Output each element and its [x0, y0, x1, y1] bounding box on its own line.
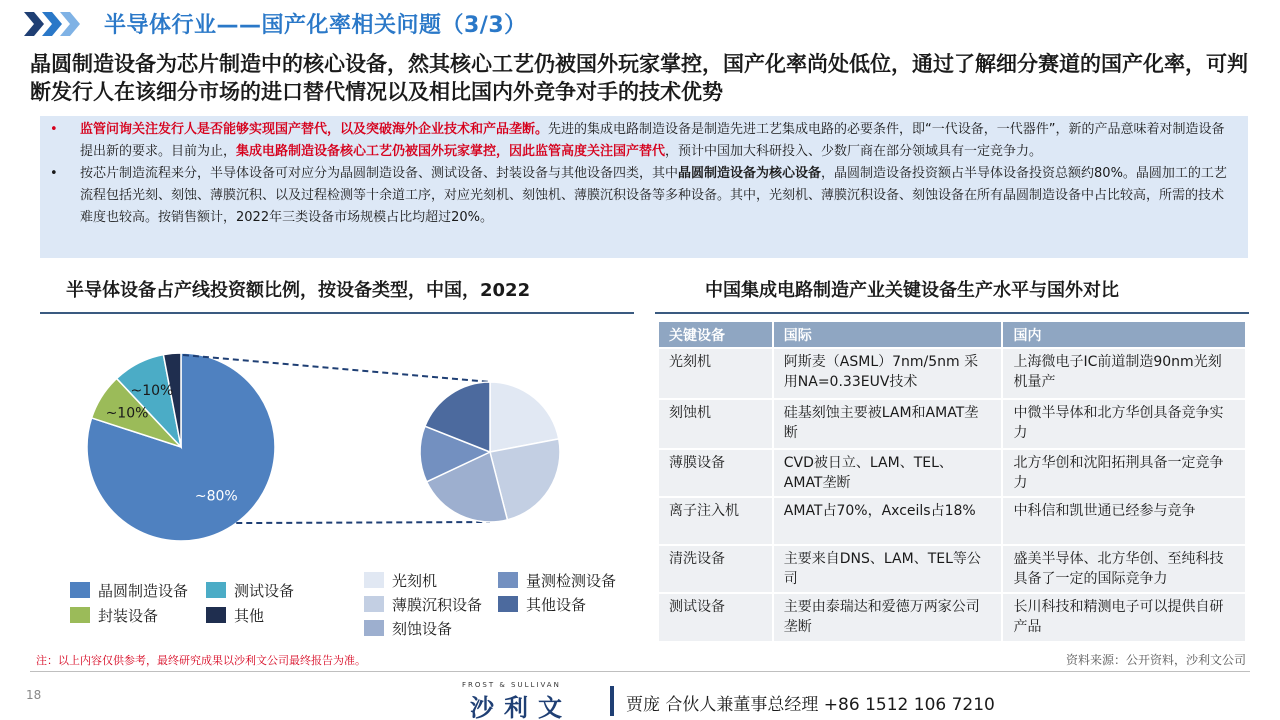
bullet-text: ，预计中国加大科研投入、少数厂商在部分领域具有一定竞争力。 — [665, 144, 1043, 159]
legend-main — [70, 580, 360, 630]
table-row — [659, 545, 1246, 593]
legend-item — [364, 594, 482, 616]
cell-international: 阿斯麦（ASML）7nm/5nm 采用NA=0.33EUV技术 — [773, 348, 1003, 399]
legend-swatch — [70, 582, 90, 598]
page-number: 18 — [26, 688, 42, 702]
legend-swatch — [70, 607, 90, 623]
cell-domestic: 上海微电子IC前道制造90nm光刻机量产 — [1002, 348, 1246, 399]
cell-domestic: 长川科技和精测电子可以提供自研产品 — [1002, 593, 1246, 641]
info-box — [40, 116, 1248, 258]
main-pie — [87, 353, 275, 541]
slide-header — [0, 0, 1280, 48]
cell-international: 主要来自DNS、LAM、TEL等公司 — [773, 545, 1003, 593]
legend-breakdown — [364, 570, 644, 644]
bullet-classification — [40, 163, 1234, 229]
legend-item — [70, 605, 158, 627]
disclaimer-note: 注：以上内容仅供参考，最终研究成果以沙利文公司最终报告为准。 — [36, 654, 366, 667]
legend-swatch — [364, 572, 384, 588]
bullet-text: 按芯片制造流程来分，半导体设备可对应分为晶圆制造设备、测试设备、封装设备与其他设备四类，其中 — [80, 166, 679, 181]
chart-section-title: 半导体设备占产线投资额比例，按设备类型，中国，2022 — [66, 280, 531, 301]
bullet-mark: • — [50, 122, 58, 137]
pie-label-晶圆制造设备: ~80% — [194, 488, 238, 505]
legend-label: 其他设备 — [526, 596, 587, 614]
legend-swatch — [364, 620, 384, 636]
legend-swatch — [364, 596, 384, 612]
table-section-divider — [655, 312, 1249, 314]
legend-item — [364, 570, 437, 592]
cell-international: AMAT占70%，Axceils占18% — [773, 497, 1003, 545]
legend-item — [206, 605, 264, 627]
legend-label: 封装设备 — [98, 607, 159, 625]
legend-item — [206, 580, 294, 602]
cell-equipment: 光刻机 — [659, 348, 773, 399]
cell-equipment: 清洗设备 — [659, 545, 773, 593]
bullet-mark: • — [50, 166, 58, 181]
bullet-highlight: 集成电路制造设备核心工艺仍被国外玩家掌控，因此监管高度关注国产替代 — [236, 144, 666, 159]
table-row — [659, 497, 1246, 545]
connector-line-bottom — [236, 522, 490, 523]
breakdown-pie — [420, 382, 560, 522]
legend-label: 测试设备 — [234, 582, 295, 600]
bullet-bold: 晶圆制造设备为核心设备 — [678, 166, 822, 181]
chart-section-divider — [40, 312, 634, 314]
table-row — [659, 399, 1246, 449]
cell-equipment: 刻蚀机 — [659, 399, 773, 449]
brand-divider — [610, 686, 614, 716]
header-domestic: 国内 — [1002, 322, 1246, 348]
brand-logo: 沙利文 — [470, 693, 572, 720]
cell-equipment: 测试设备 — [659, 593, 773, 641]
legend-swatch — [498, 572, 518, 588]
pie-label-测试设备: ~10% — [130, 383, 174, 399]
bullet-highlight: 监管问询关注发行人是否能够实现国产替代，以及突破海外企业技术和产品垄断。 — [80, 122, 549, 137]
cell-equipment: 薄膜设备 — [659, 449, 773, 497]
legend-swatch — [498, 596, 518, 612]
cell-domestic: 北方华创和沈阳拓荆具备一定竞争力 — [1002, 449, 1246, 497]
page-title: 半导体行业——国产化率相关问题（3/3） — [104, 13, 527, 38]
legend-label: 光刻机 — [392, 572, 438, 590]
legend-item — [364, 618, 452, 640]
pie-chart — [40, 330, 600, 560]
legend-item — [498, 594, 586, 616]
table-row — [659, 348, 1246, 399]
legend-label: 晶圆制造设备 — [98, 582, 189, 600]
table-row — [659, 593, 1246, 641]
legend-item — [498, 570, 616, 592]
bullet-text: ，晶圆制造设备投资额占半导体设备投资总额约80%。晶圆加工的工艺流程包括光刻、刻蚀、薄膜沉积、以及过程检测等十余道工序，对应光刻机、刻蚀机、薄膜沉积设备等多种设备。其中，光刻机、薄膜沉积设备、刻蚀设备在所有晶圆制造设备中占比较高，所需的技术难度也较高。按销售额计，2022年三类设备市场规模占比均超过20%。 — [80, 166, 1227, 225]
legend-swatch — [206, 582, 226, 598]
legend-label: 薄膜沉积设备 — [392, 596, 483, 614]
bullet-text: 先进的集成电路制造设备是制造先进工艺集成电路的必要条件，即“一代设备，一代器件”，新的产品意味着对制造设备提出新的要求。目前为止， — [80, 122, 1225, 159]
source-note: 资料来源：公开资料，沙利文公司 — [1065, 653, 1246, 667]
pie-label-封装设备: ~10% — [105, 405, 149, 422]
legend-label: 刻蚀设备 — [392, 620, 453, 638]
table-header-row — [659, 322, 1246, 348]
cell-international: 主要由泰瑞达和爱德万两家公司垄断 — [773, 593, 1003, 641]
header-equipment: 关键设备 — [659, 322, 773, 348]
cell-domestic: 盛美半导体、北方华创、至纯科技具备了一定的国际竞争力 — [1002, 545, 1246, 593]
cell-equipment: 离子注入机 — [659, 497, 773, 545]
footer-divider — [30, 671, 1250, 672]
header-international: 国际 — [773, 322, 1003, 348]
chevron-arrows-icon — [24, 12, 82, 36]
page-subtitle: 晶圆制造设备为芯片制造中的核心设备，然其核心工艺仍被国外玩家掌控，国产化率尚处低位，通过了解细分赛道的国产化率，可判断发行人在该细分市场的进口替代情况以及相比国内外竞争对手的技术优势 — [30, 52, 1248, 104]
cell-international: 硅基刻蚀主要被LAM和AMAT垄断 — [773, 399, 1003, 449]
equipment-comparison-table — [659, 322, 1247, 641]
table-section-title: 中国集成电路制造产业关键设备生产水平与国外对比 — [705, 280, 1119, 301]
legend-label: 量测检测设备 — [526, 572, 617, 590]
bullet-regulatory — [40, 119, 1234, 163]
legend-item — [70, 580, 188, 602]
cell-international: CVD被日立、LAM、TEL、AMAT垄断 — [773, 449, 1003, 497]
contact-info: 贾庞 合伙人兼董事总经理 +86 1512 106 7210 — [626, 695, 995, 715]
cell-domestic: 中微半导体和北方华创具备竞争实力 — [1002, 399, 1246, 449]
legend-swatch — [206, 607, 226, 623]
brand-wordmark-en: FROST & SULLIVAN — [462, 681, 561, 689]
cell-domestic: 中科信和凯世通已经参与竞争 — [1002, 497, 1246, 545]
legend-label: 其他 — [234, 607, 265, 625]
table-row — [659, 449, 1246, 497]
